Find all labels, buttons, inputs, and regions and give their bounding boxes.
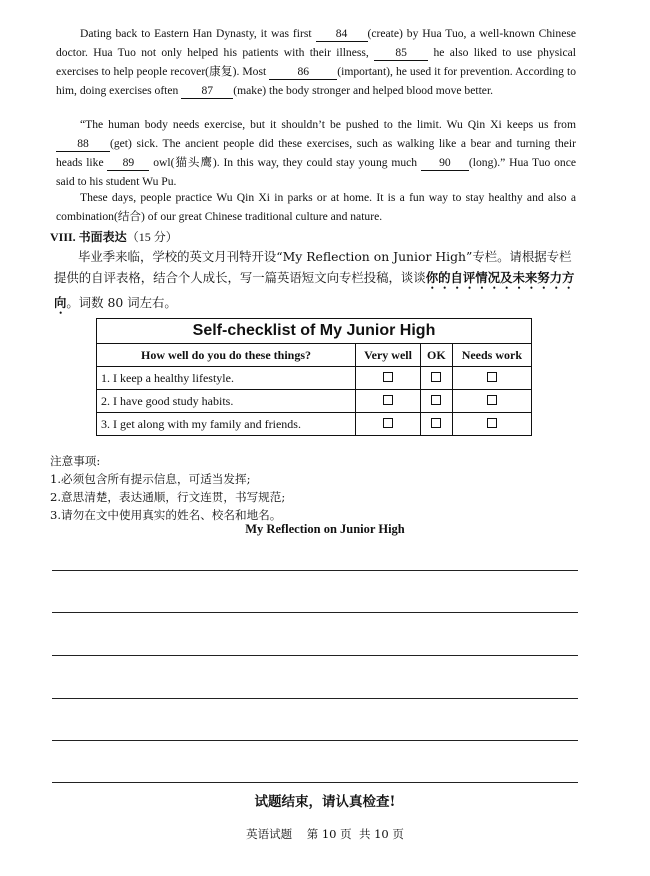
row-label: 2. I have good study habits.	[97, 390, 356, 413]
blank-87[interactable]: 87	[181, 84, 233, 99]
section-title: VIII. 书面表达	[50, 230, 127, 244]
checkbox-needs-work[interactable]	[487, 372, 497, 382]
checkbox-very-well[interactable]	[383, 395, 393, 405]
header-needs-work: Needs work	[452, 344, 531, 367]
header-very-well: Very well	[356, 344, 421, 367]
checklist-caption: Self-checklist of My Junior High	[97, 319, 532, 344]
blank-90[interactable]: 90	[421, 156, 469, 171]
blank-84[interactable]: 84	[316, 27, 368, 42]
answer-line[interactable]	[52, 570, 578, 571]
blank-85[interactable]: 85	[374, 46, 428, 61]
checkbox-needs-work[interactable]	[487, 395, 497, 405]
row-label: 1. I keep a healthy lifestyle.	[97, 367, 356, 390]
passage-paragraph-2: “The human body needs exercise, but it shouldn’t be pushed to the limit. Wu Qin Xi keeps us from 88 (get) sick. The ancient people did these exercises, such as walking like a bear and turning their heads like 89 owl(猫头鹰). In this way, they could stay young much 90 (long).” Hua Tuo once said to his student Wu Pu.	[56, 118, 576, 188]
page-footer: 英语试题 第 10 页 共 10 页	[246, 827, 404, 841]
passage-paragraph-3: These days, people practice Wu Qin Xi in parks or at home. It is a fun way to stay healthy and also a combination(结合) of our great Chinese traditional culture and nature.	[56, 191, 576, 223]
answer-line[interactable]	[52, 782, 578, 783]
emphasized-requirement: 你的自评情况及未来努力方向	[54, 270, 575, 310]
notes-title: 注意事项:	[50, 454, 101, 468]
blank-89[interactable]: 89	[107, 156, 149, 171]
note-item: 3.请勿在文中使用真实的姓名、校名和地名。	[50, 508, 282, 522]
answer-line[interactable]	[52, 698, 578, 699]
checkbox-very-well[interactable]	[383, 372, 393, 382]
table-row	[97, 413, 532, 436]
checkbox-very-well[interactable]	[383, 418, 393, 428]
passage-paragraph-1: Dating back to Eastern Han Dynasty, it was first 84 (create) by Hua Tuo, a well-known Chinese doctor. Hua Tuo not only helped his patients with their illness, 85 he also liked to use physical exercises to help people recover(康复). Most 86 (important), he used it for prevention. According to him, doing exercises often 87 (make) the body stronger and helped blood move better.	[56, 27, 577, 97]
section-points: （15 分）	[126, 230, 178, 244]
header-question: How well do you do these things?	[97, 344, 356, 367]
checkbox-ok[interactable]	[431, 418, 441, 428]
answer-line[interactable]	[52, 740, 578, 741]
blank-88[interactable]: 88	[56, 137, 110, 152]
section-heading	[50, 228, 178, 245]
writing-prompt: 毕业季来临，学校的英文月刊特开设“My Reflection on Junior High”专栏。请根据专栏提供的自评表格，结合个人成长，写一篇英语短文向专栏投稿，谈谈你的自评情况及未来努力方向。词数 80 词左右。	[54, 249, 575, 310]
note-item: 2.意思清楚，表达通顺，行文连贯，书写规范;	[50, 490, 286, 504]
note-item: 1.必须包含所有提示信息，可适当发挥;	[50, 472, 251, 486]
answer-line[interactable]	[52, 655, 578, 656]
checkbox-needs-work[interactable]	[487, 418, 497, 428]
row-label: 3. I get along with my family and friends.	[97, 413, 356, 436]
notes-block	[50, 452, 285, 524]
end-of-exam-note: 试题结束，请认真检查!	[254, 794, 396, 810]
checkbox-ok[interactable]	[431, 395, 441, 405]
header-ok: OK	[421, 344, 453, 367]
table-row	[97, 390, 532, 413]
answer-line[interactable]	[52, 612, 578, 613]
checkbox-ok[interactable]	[431, 372, 441, 382]
table-row	[97, 367, 532, 390]
writing-title: My Reflection on Junior High	[245, 522, 405, 536]
blank-86[interactable]: 86	[269, 65, 337, 80]
self-checklist-table	[96, 318, 532, 436]
